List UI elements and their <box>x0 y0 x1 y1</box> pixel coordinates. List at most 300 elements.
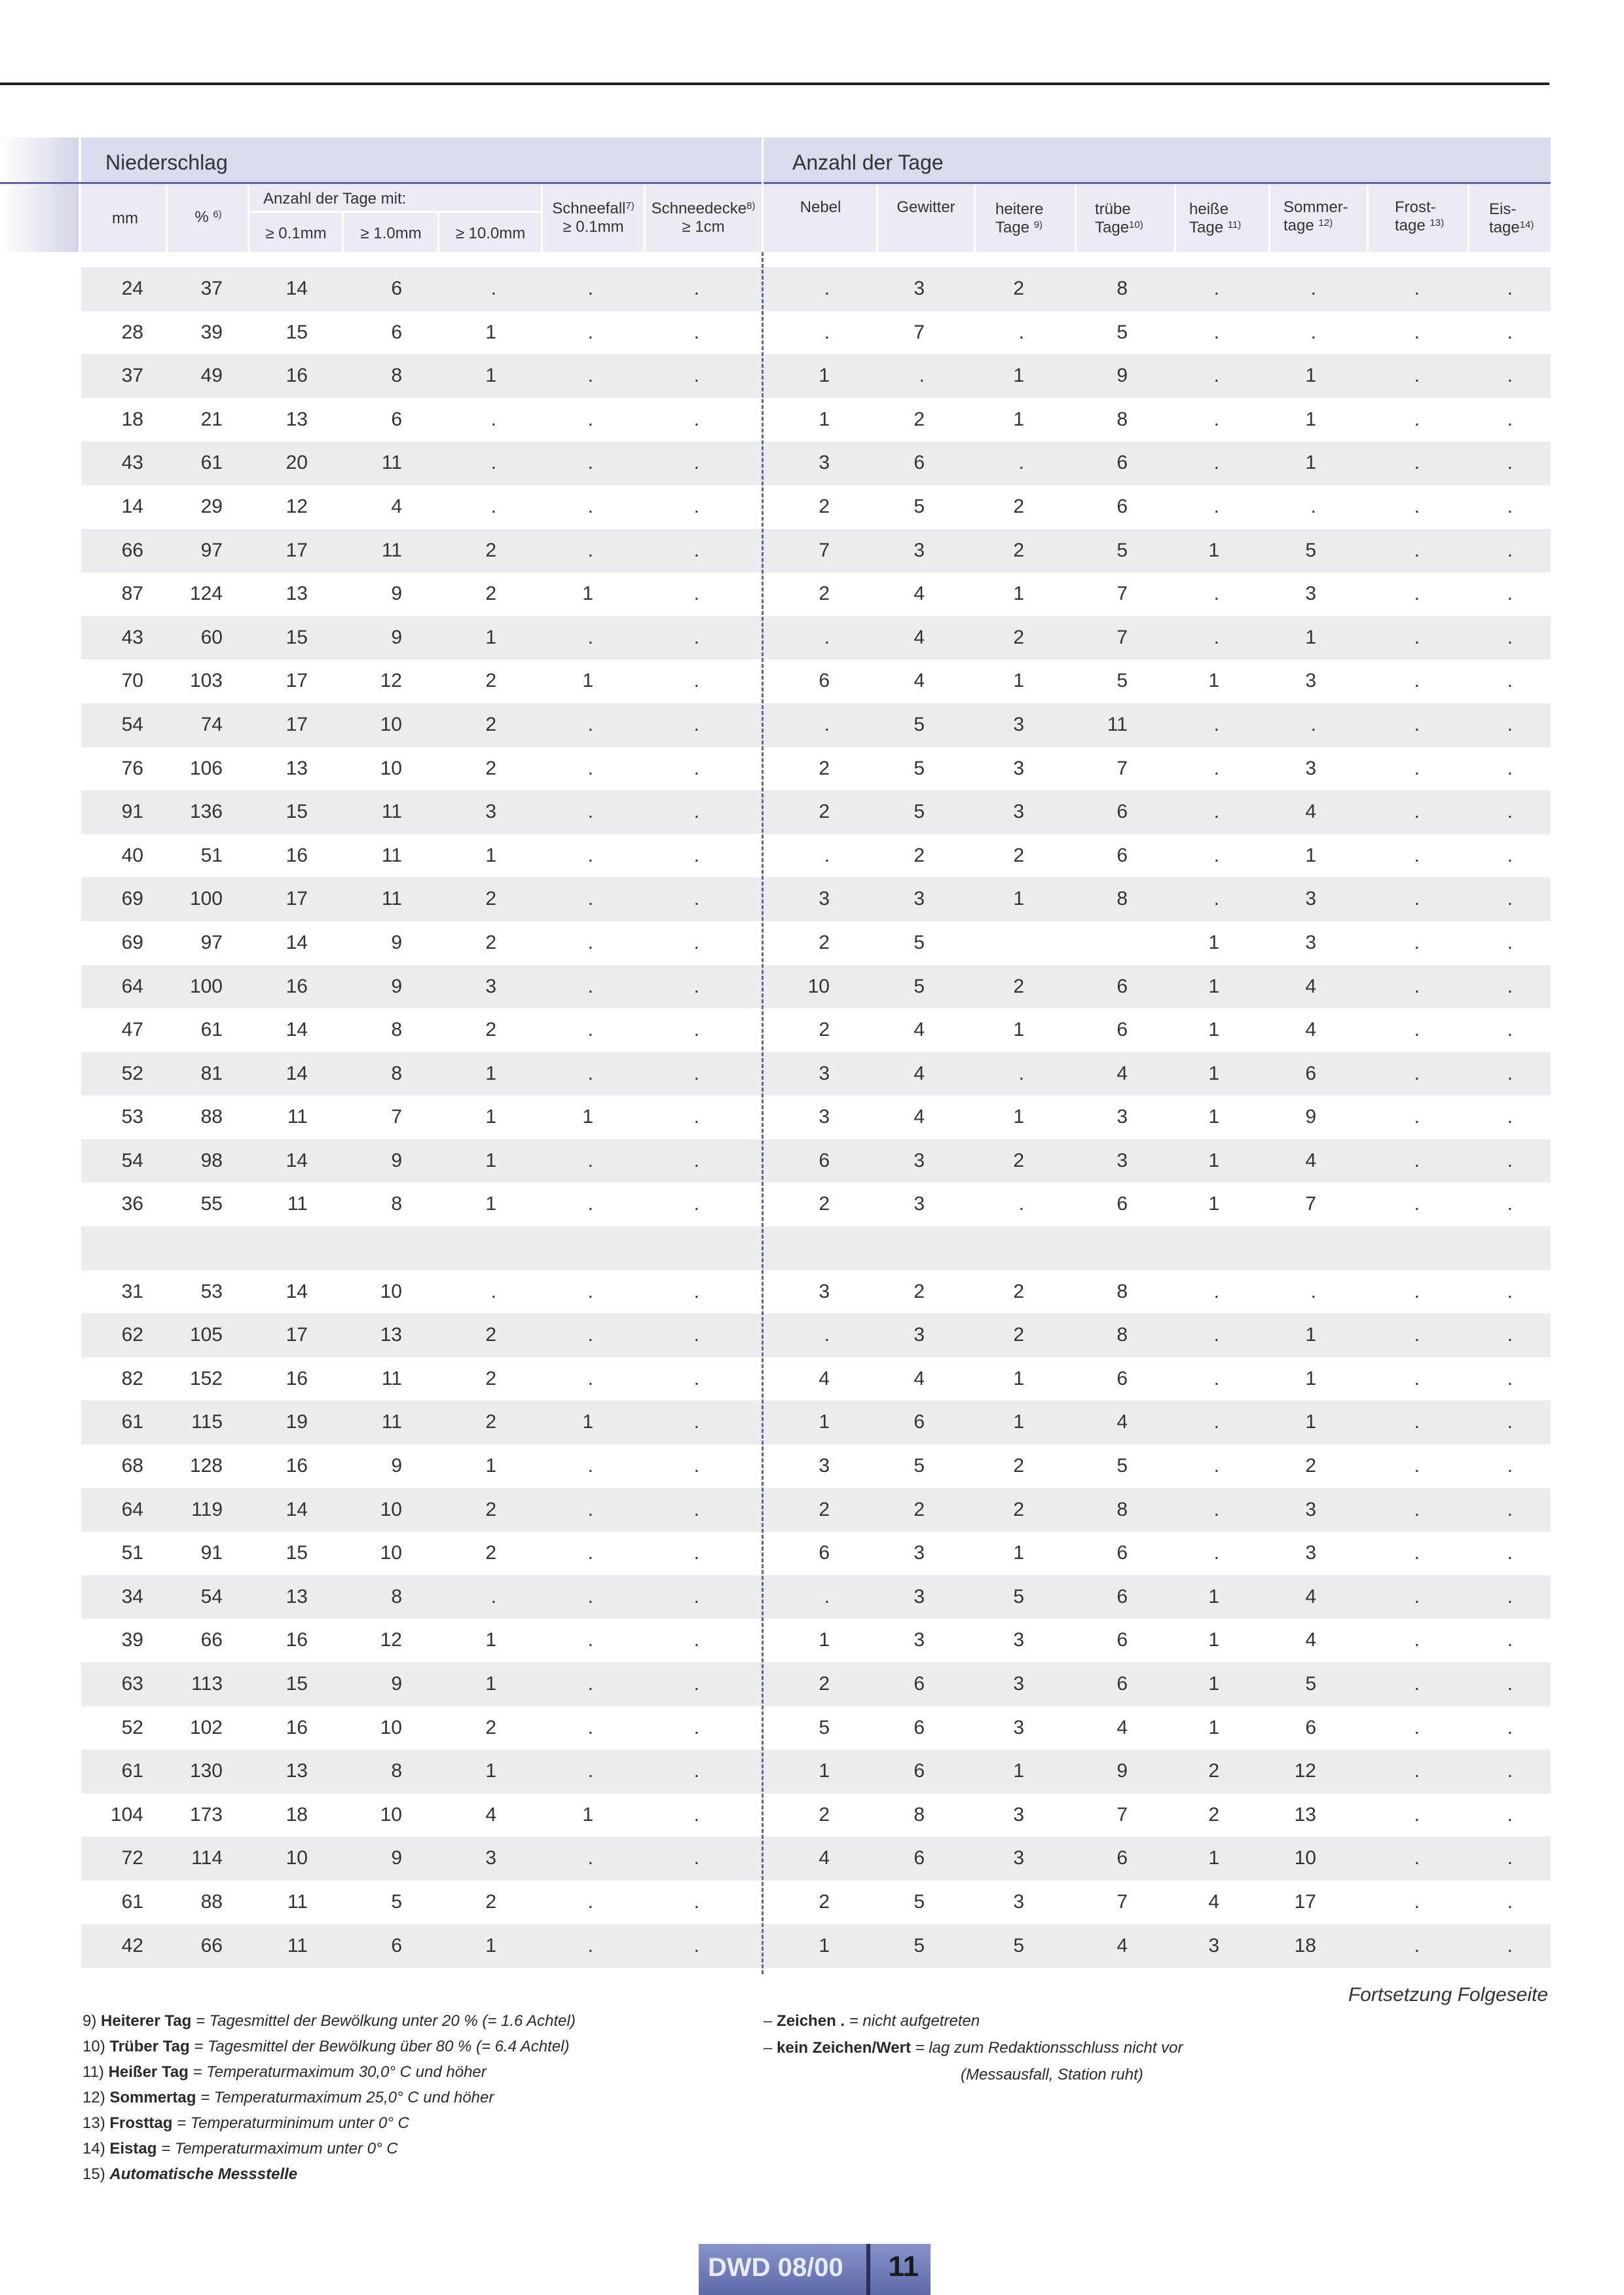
table-cell: . <box>587 1498 593 1520</box>
table-cell: 173 <box>189 1803 223 1826</box>
table-cell: 11 <box>287 1193 308 1215</box>
table-cell: . <box>1414 583 1420 605</box>
table-cell: 9 <box>391 975 402 997</box>
table-cell: . <box>1414 278 1420 299</box>
table-cell: 8 <box>391 1193 402 1215</box>
table-cell: 1 <box>819 1411 830 1433</box>
table-cell: 6 <box>913 1411 925 1433</box>
table-cell: . <box>1414 1149 1420 1171</box>
table-cell: 1 <box>1208 670 1219 692</box>
footnote-item <box>83 2162 297 2187</box>
table-cell: . <box>824 321 830 343</box>
table-cell: . <box>1213 1280 1219 1302</box>
table-cell: 1 <box>485 1934 496 1956</box>
table-cell: . <box>587 1847 593 1869</box>
table-cell: 1 <box>1208 1062 1219 1084</box>
table-cell: 1 <box>485 1106 496 1128</box>
table-cell: 66 <box>121 539 143 561</box>
table-cell: 3 <box>1116 1149 1128 1171</box>
legend-text: = lag zum Redaktionsschluss nicht vor <box>915 2039 1183 2057</box>
table-cell: 11 <box>381 801 402 823</box>
table-cell: 7 <box>913 321 925 343</box>
data-table-body <box>81 267 1551 1968</box>
table-cell: 8 <box>391 1019 402 1041</box>
table-cell: 17 <box>286 539 308 561</box>
table-cell <box>418 1226 496 1270</box>
table-cell: . <box>693 757 699 779</box>
col-header-gewitter: Gewitter <box>896 198 955 216</box>
table-cell: 1 <box>582 583 593 605</box>
table-cell: . <box>1507 1934 1513 1956</box>
table-row <box>81 1532 1551 1575</box>
table-cell: 6 <box>1116 1585 1128 1607</box>
table-cell: . <box>1414 1019 1420 1041</box>
table-cell: . <box>824 1585 830 1607</box>
table-cell: 18 <box>286 1803 308 1826</box>
table-cell: 1 <box>1013 1760 1024 1782</box>
table-cell <box>1341 1226 1420 1270</box>
footnote-item <box>83 2085 494 2110</box>
table-cell: 3 <box>1305 1498 1316 1520</box>
table-cell: 61 <box>121 1411 143 1433</box>
table-cell: 2 <box>1013 539 1024 561</box>
table-row <box>81 1183 1551 1226</box>
table-cell: 53 <box>200 1280 223 1302</box>
table-cell: 17 <box>286 888 308 910</box>
table-cell: 5 <box>913 1890 925 1913</box>
table-cell: 1 <box>1208 1106 1219 1128</box>
table-cell: 3 <box>1013 1673 1024 1695</box>
footnote-text: = Tagesmittel der Bewölkung über 80 % (= 6.4 Achtel) <box>194 2038 570 2055</box>
table-cell: 54 <box>121 1149 143 1171</box>
table-cell: . <box>587 1542 593 1564</box>
table-cell: 2 <box>1013 1324 1024 1346</box>
footnote-number: 10) <box>83 2038 105 2055</box>
table-cell: . <box>1018 321 1024 343</box>
table-cell: 1 <box>1305 626 1316 648</box>
table-cell: . <box>1310 321 1316 343</box>
table-row <box>81 1052 1551 1096</box>
table-cell: 6 <box>1116 1673 1128 1695</box>
table-cell: 8 <box>391 365 402 387</box>
table-cell: . <box>587 1934 593 1956</box>
table-cell: 1 <box>1208 1629 1219 1651</box>
table-cell: . <box>1414 1585 1420 1607</box>
table-cell: . <box>1414 1890 1420 1913</box>
table-cell: 4 <box>1305 1149 1316 1171</box>
left-gradient-block <box>0 138 79 252</box>
table-cell: . <box>1213 495 1219 517</box>
footnote-item <box>83 2111 409 2136</box>
table-row <box>81 1270 1551 1314</box>
table-cell: 31 <box>121 1280 143 1302</box>
table-cell: . <box>693 713 699 735</box>
table-cell: 1 <box>819 1760 830 1782</box>
table-cell: 2 <box>1013 278 1024 299</box>
table-row <box>81 1488 1551 1532</box>
table-cell: 14 <box>286 931 308 953</box>
table-cell: . <box>693 278 699 299</box>
table-cell: . <box>1414 1542 1420 1564</box>
table-cell: . <box>919 365 925 387</box>
table-cell: . <box>587 888 593 910</box>
table-cell: . <box>1507 1324 1513 1346</box>
table-row <box>81 790 1551 834</box>
table-cell: . <box>1414 1367 1420 1389</box>
table-cell: . <box>587 1890 593 1913</box>
table-cell: 1 <box>485 1673 496 1695</box>
table-cell: . <box>1414 801 1420 823</box>
table-cell: . <box>1414 1193 1420 1215</box>
table-cell: 3 <box>913 1585 925 1607</box>
table-cell: . <box>693 452 699 474</box>
col-header-eistage: Eis- tage$^{14)}$ <box>1489 200 1534 236</box>
table-cell: 17 <box>286 713 308 735</box>
table-cell: 5 <box>391 1890 402 1913</box>
table-cell: 102 <box>189 1716 223 1738</box>
table-cell: 6 <box>391 278 402 299</box>
table-cell: 3 <box>1013 1803 1024 1826</box>
table-cell: 16 <box>286 1367 308 1389</box>
table-cell: 1 <box>1013 1411 1024 1433</box>
table-cell: 64 <box>121 1498 143 1520</box>
table-row <box>81 267 1551 311</box>
table-cell: 115 <box>191 1411 223 1433</box>
table-cell: . <box>1507 1149 1513 1171</box>
footnote-number: 14) <box>83 2140 105 2157</box>
table-cell: 5 <box>913 713 925 735</box>
table-cell: 11 <box>381 539 402 561</box>
table-cell: . <box>693 1542 699 1564</box>
table-cell: 13 <box>286 1585 308 1607</box>
table-cell: 2 <box>485 1367 496 1389</box>
table-cell: 9 <box>1116 365 1128 387</box>
table-cell: 2 <box>913 1280 925 1302</box>
table-cell: 1 <box>485 365 496 387</box>
table-cell: . <box>1213 408 1219 430</box>
table-cell: 4 <box>913 583 925 605</box>
table-cell: 74 <box>200 713 223 735</box>
table-cell: . <box>693 1062 699 1084</box>
table-cell: 10 <box>380 757 402 779</box>
table-row <box>81 572 1551 616</box>
table-row <box>81 616 1551 660</box>
table-cell: 60 <box>200 626 223 648</box>
table-cell: . <box>1213 452 1219 474</box>
table-cell: 20 <box>286 452 308 474</box>
table-cell: 3 <box>819 1455 830 1477</box>
table-cell: 5 <box>913 1455 925 1477</box>
table-cell: . <box>693 1367 699 1389</box>
table-cell: 2 <box>485 713 496 735</box>
table-cell: 1 <box>1208 1193 1219 1215</box>
table-cell: . <box>1507 626 1513 648</box>
table-cell: 69 <box>121 931 143 953</box>
table-cell: 5 <box>1116 1455 1128 1477</box>
table-cell: . <box>1414 321 1420 343</box>
table-cell: 6 <box>391 408 402 430</box>
table-cell: 1 <box>1305 408 1316 430</box>
table-cell: 40 <box>121 844 143 866</box>
table-cell: 97 <box>200 931 223 953</box>
table-cell: . <box>1414 1411 1420 1433</box>
table-cell: . <box>1414 1455 1420 1477</box>
table-cell: 87 <box>121 583 143 605</box>
table-cell: . <box>1310 713 1316 735</box>
table-cell: . <box>1507 1106 1513 1128</box>
table-cell: 1 <box>1013 365 1024 387</box>
table-cell: 6 <box>1116 801 1128 823</box>
footnote-item <box>83 2009 576 2034</box>
table-cell: 2 <box>485 1716 496 1738</box>
table-cell: 1 <box>485 844 496 866</box>
table-cell: . <box>693 1498 699 1520</box>
table-cell: 1 <box>485 626 496 648</box>
table-cell: 97 <box>200 539 223 561</box>
table-cell: . <box>587 495 593 517</box>
table-cell: . <box>693 801 699 823</box>
table-cell: 14 <box>286 1019 308 1041</box>
table-cell: . <box>490 278 496 299</box>
legend-term: kein Zeichen/Wert <box>777 2039 911 2057</box>
table-cell: . <box>824 844 830 866</box>
table-cell: 5 <box>913 1934 925 1956</box>
table-cell: 3 <box>913 1193 925 1215</box>
table-cell: 2 <box>1013 1149 1024 1171</box>
table-cell: 4 <box>1116 1934 1128 1956</box>
table-cell <box>1434 1226 1513 1270</box>
table-cell: 5 <box>913 495 925 517</box>
table-cell: . <box>1507 1193 1513 1215</box>
table-cell: 3 <box>913 888 925 910</box>
table-cell: 2 <box>1013 1455 1024 1477</box>
footnote-text: = Temperaturminimum unter 0° C <box>177 2114 409 2132</box>
table-cell: 3 <box>913 278 925 299</box>
table-cell: 3 <box>1013 1847 1024 1869</box>
footnote-text: = Temperaturmaximum unter 0° C <box>161 2140 398 2157</box>
table-cell: . <box>693 1324 699 1346</box>
table-cell: 61 <box>121 1890 143 1913</box>
table-cell: . <box>1507 321 1513 343</box>
table-cell: . <box>1507 495 1513 517</box>
table-row <box>81 1008 1551 1052</box>
table-cell: . <box>693 1760 699 1782</box>
table-row <box>81 1226 1551 1270</box>
table-cell: 4 <box>485 1803 496 1826</box>
table-cell: 15 <box>286 1673 308 1695</box>
top-rule <box>0 83 1549 85</box>
table-cell: 12 <box>1294 1760 1316 1782</box>
table-cell: 6 <box>1116 495 1128 517</box>
table-cell: 10 <box>286 1847 308 1869</box>
table-cell: . <box>693 931 699 953</box>
table-cell: . <box>824 1324 830 1346</box>
table-cell: . <box>1213 1542 1219 1564</box>
table-cell: . <box>693 583 699 605</box>
table-cell: 3 <box>1013 757 1024 779</box>
table-cell: . <box>490 408 496 430</box>
table-cell: . <box>1213 278 1219 299</box>
table-cell: . <box>1507 1367 1513 1389</box>
table-cell: . <box>1414 844 1420 866</box>
table-cell: 3 <box>1013 1716 1024 1738</box>
table-cell: . <box>1507 539 1513 561</box>
table-cell: 4 <box>1208 1890 1219 1913</box>
legend-item <box>961 2063 1143 2087</box>
table-cell: 1 <box>1208 1149 1219 1171</box>
header-divider <box>166 184 168 252</box>
table-cell: 52 <box>121 1716 143 1738</box>
table-cell: 4 <box>819 1847 830 1869</box>
table-cell: . <box>490 1585 496 1607</box>
table-cell: 62 <box>121 1324 143 1346</box>
table-cell: 2 <box>485 888 496 910</box>
table-cell: . <box>824 278 830 299</box>
table-row <box>81 311 1551 355</box>
table-cell: 10 <box>380 1498 402 1520</box>
table-cell <box>229 1226 308 1270</box>
table-cell: . <box>490 452 496 474</box>
table-cell: 14 <box>286 1149 308 1171</box>
table-cell: 10 <box>380 1803 402 1826</box>
table-row <box>81 1313 1551 1357</box>
table-row <box>81 1401 1551 1444</box>
table-cell: 6 <box>913 1673 925 1695</box>
table-cell: 1 <box>819 408 830 430</box>
table-cell: 29 <box>200 495 223 517</box>
table-row <box>81 441 1551 485</box>
table-cell: 6 <box>1305 1716 1316 1738</box>
table-cell: 11 <box>381 1367 402 1389</box>
table-cell: 1 <box>485 1149 496 1171</box>
table-cell: . <box>1414 931 1420 953</box>
footnote-number: 13) <box>83 2114 105 2132</box>
table-cell: . <box>693 408 699 430</box>
table-cell: 5 <box>913 975 925 997</box>
table-cell: 128 <box>189 1455 223 1477</box>
table-cell: . <box>1414 1106 1420 1128</box>
table-cell: . <box>1507 844 1513 866</box>
table-cell: . <box>1507 1673 1513 1695</box>
table-cell: 6 <box>1116 844 1128 866</box>
table-cell: . <box>587 1367 593 1389</box>
table-cell: 12 <box>380 1629 402 1651</box>
table-cell: 37 <box>200 278 223 299</box>
table-cell: . <box>1414 539 1420 561</box>
table-cell: 8 <box>1116 1324 1128 1346</box>
section-title-niederschlag: Niederschlag <box>105 151 228 174</box>
table-cell: 9 <box>391 583 402 605</box>
table-cell: 3 <box>913 539 925 561</box>
table-cell: 9 <box>391 1673 402 1695</box>
table-cell: 1 <box>1208 1673 1219 1695</box>
table-cell: 1 <box>485 1193 496 1215</box>
table-cell: . <box>1213 1324 1219 1346</box>
legend-text: (Messausfall, Station ruht) <box>961 2066 1143 2084</box>
table-cell: . <box>1213 801 1219 823</box>
table-cell: 15 <box>286 1542 308 1564</box>
table-cell: 61 <box>200 1019 223 1041</box>
table-cell: . <box>1507 278 1513 299</box>
table-cell: 34 <box>121 1585 143 1607</box>
table-center-divider <box>762 252 764 1974</box>
table-cell: 12 <box>380 670 402 692</box>
table-row <box>81 1881 1551 1924</box>
table-cell: . <box>693 1629 699 1651</box>
table-cell: 10 <box>807 975 830 997</box>
table-cell: 82 <box>121 1367 143 1389</box>
table-cell <box>1049 1226 1128 1270</box>
table-cell: . <box>1507 1498 1513 1520</box>
table-cell: 2 <box>819 1498 830 1520</box>
table-cell <box>621 1226 699 1270</box>
table-cell: . <box>1310 278 1316 299</box>
table-cell: 114 <box>191 1847 223 1869</box>
table-cell: . <box>1414 670 1420 692</box>
table-cell: 13 <box>380 1324 402 1346</box>
table-cell: . <box>587 975 593 997</box>
table-cell: 4 <box>913 670 925 692</box>
table-cell: 8 <box>1116 278 1128 299</box>
table-cell: 8 <box>391 1760 402 1782</box>
table-cell: . <box>1507 1803 1513 1826</box>
footnote-term: Eistag <box>109 2140 157 2157</box>
table-row <box>81 1444 1551 1488</box>
table-cell: 2 <box>485 539 496 561</box>
table-cell: 11 <box>381 888 402 910</box>
table-cell: 3 <box>819 1062 830 1084</box>
table-cell: . <box>1414 1934 1420 1956</box>
table-cell: 49 <box>200 365 223 387</box>
table-cell: 66 <box>200 1629 223 1651</box>
table-cell: . <box>693 1716 699 1738</box>
table-cell: 7 <box>1116 1890 1128 1913</box>
table-cell: 81 <box>200 1062 223 1084</box>
table-cell: 113 <box>191 1673 223 1695</box>
table-cell: 3 <box>485 801 496 823</box>
table-cell: 3 <box>1305 931 1316 953</box>
table-cell: 3 <box>1305 670 1316 692</box>
table-cell: 7 <box>391 1106 402 1128</box>
col-header-sommertage: Sommer- tage $^{12)}$ <box>1283 198 1348 234</box>
footnote-text: = Temperaturmaximum 30,0° C und höher <box>193 2063 487 2081</box>
table-cell: 55 <box>200 1193 223 1215</box>
table-cell: . <box>1507 1062 1513 1084</box>
table-cell: . <box>1414 713 1420 735</box>
table-cell: . <box>693 365 699 387</box>
table-cell: 2 <box>485 1542 496 1564</box>
table-cell: 1 <box>1305 1324 1316 1346</box>
table-cell: . <box>1507 1847 1513 1869</box>
table-cell: . <box>1213 626 1219 648</box>
table-cell: 6 <box>913 452 925 474</box>
table-cell: 2 <box>819 495 830 517</box>
table-cell: . <box>693 888 699 910</box>
table-cell: 6 <box>1116 1193 1128 1215</box>
table-cell: . <box>587 321 593 343</box>
table-cell: 1 <box>485 1760 496 1782</box>
table-cell: 6 <box>819 1542 830 1564</box>
header-divider <box>342 213 344 252</box>
table-cell: . <box>1507 975 1513 997</box>
table-cell: 61 <box>200 452 223 474</box>
table-cell: . <box>1414 1629 1420 1651</box>
col-header-heisse-tage: heiße Tage $^{11)}$ <box>1189 200 1242 236</box>
table-row <box>81 659 1551 703</box>
table-row <box>81 1095 1551 1139</box>
table-cell: . <box>693 1106 699 1128</box>
page-badge <box>699 2244 931 2295</box>
